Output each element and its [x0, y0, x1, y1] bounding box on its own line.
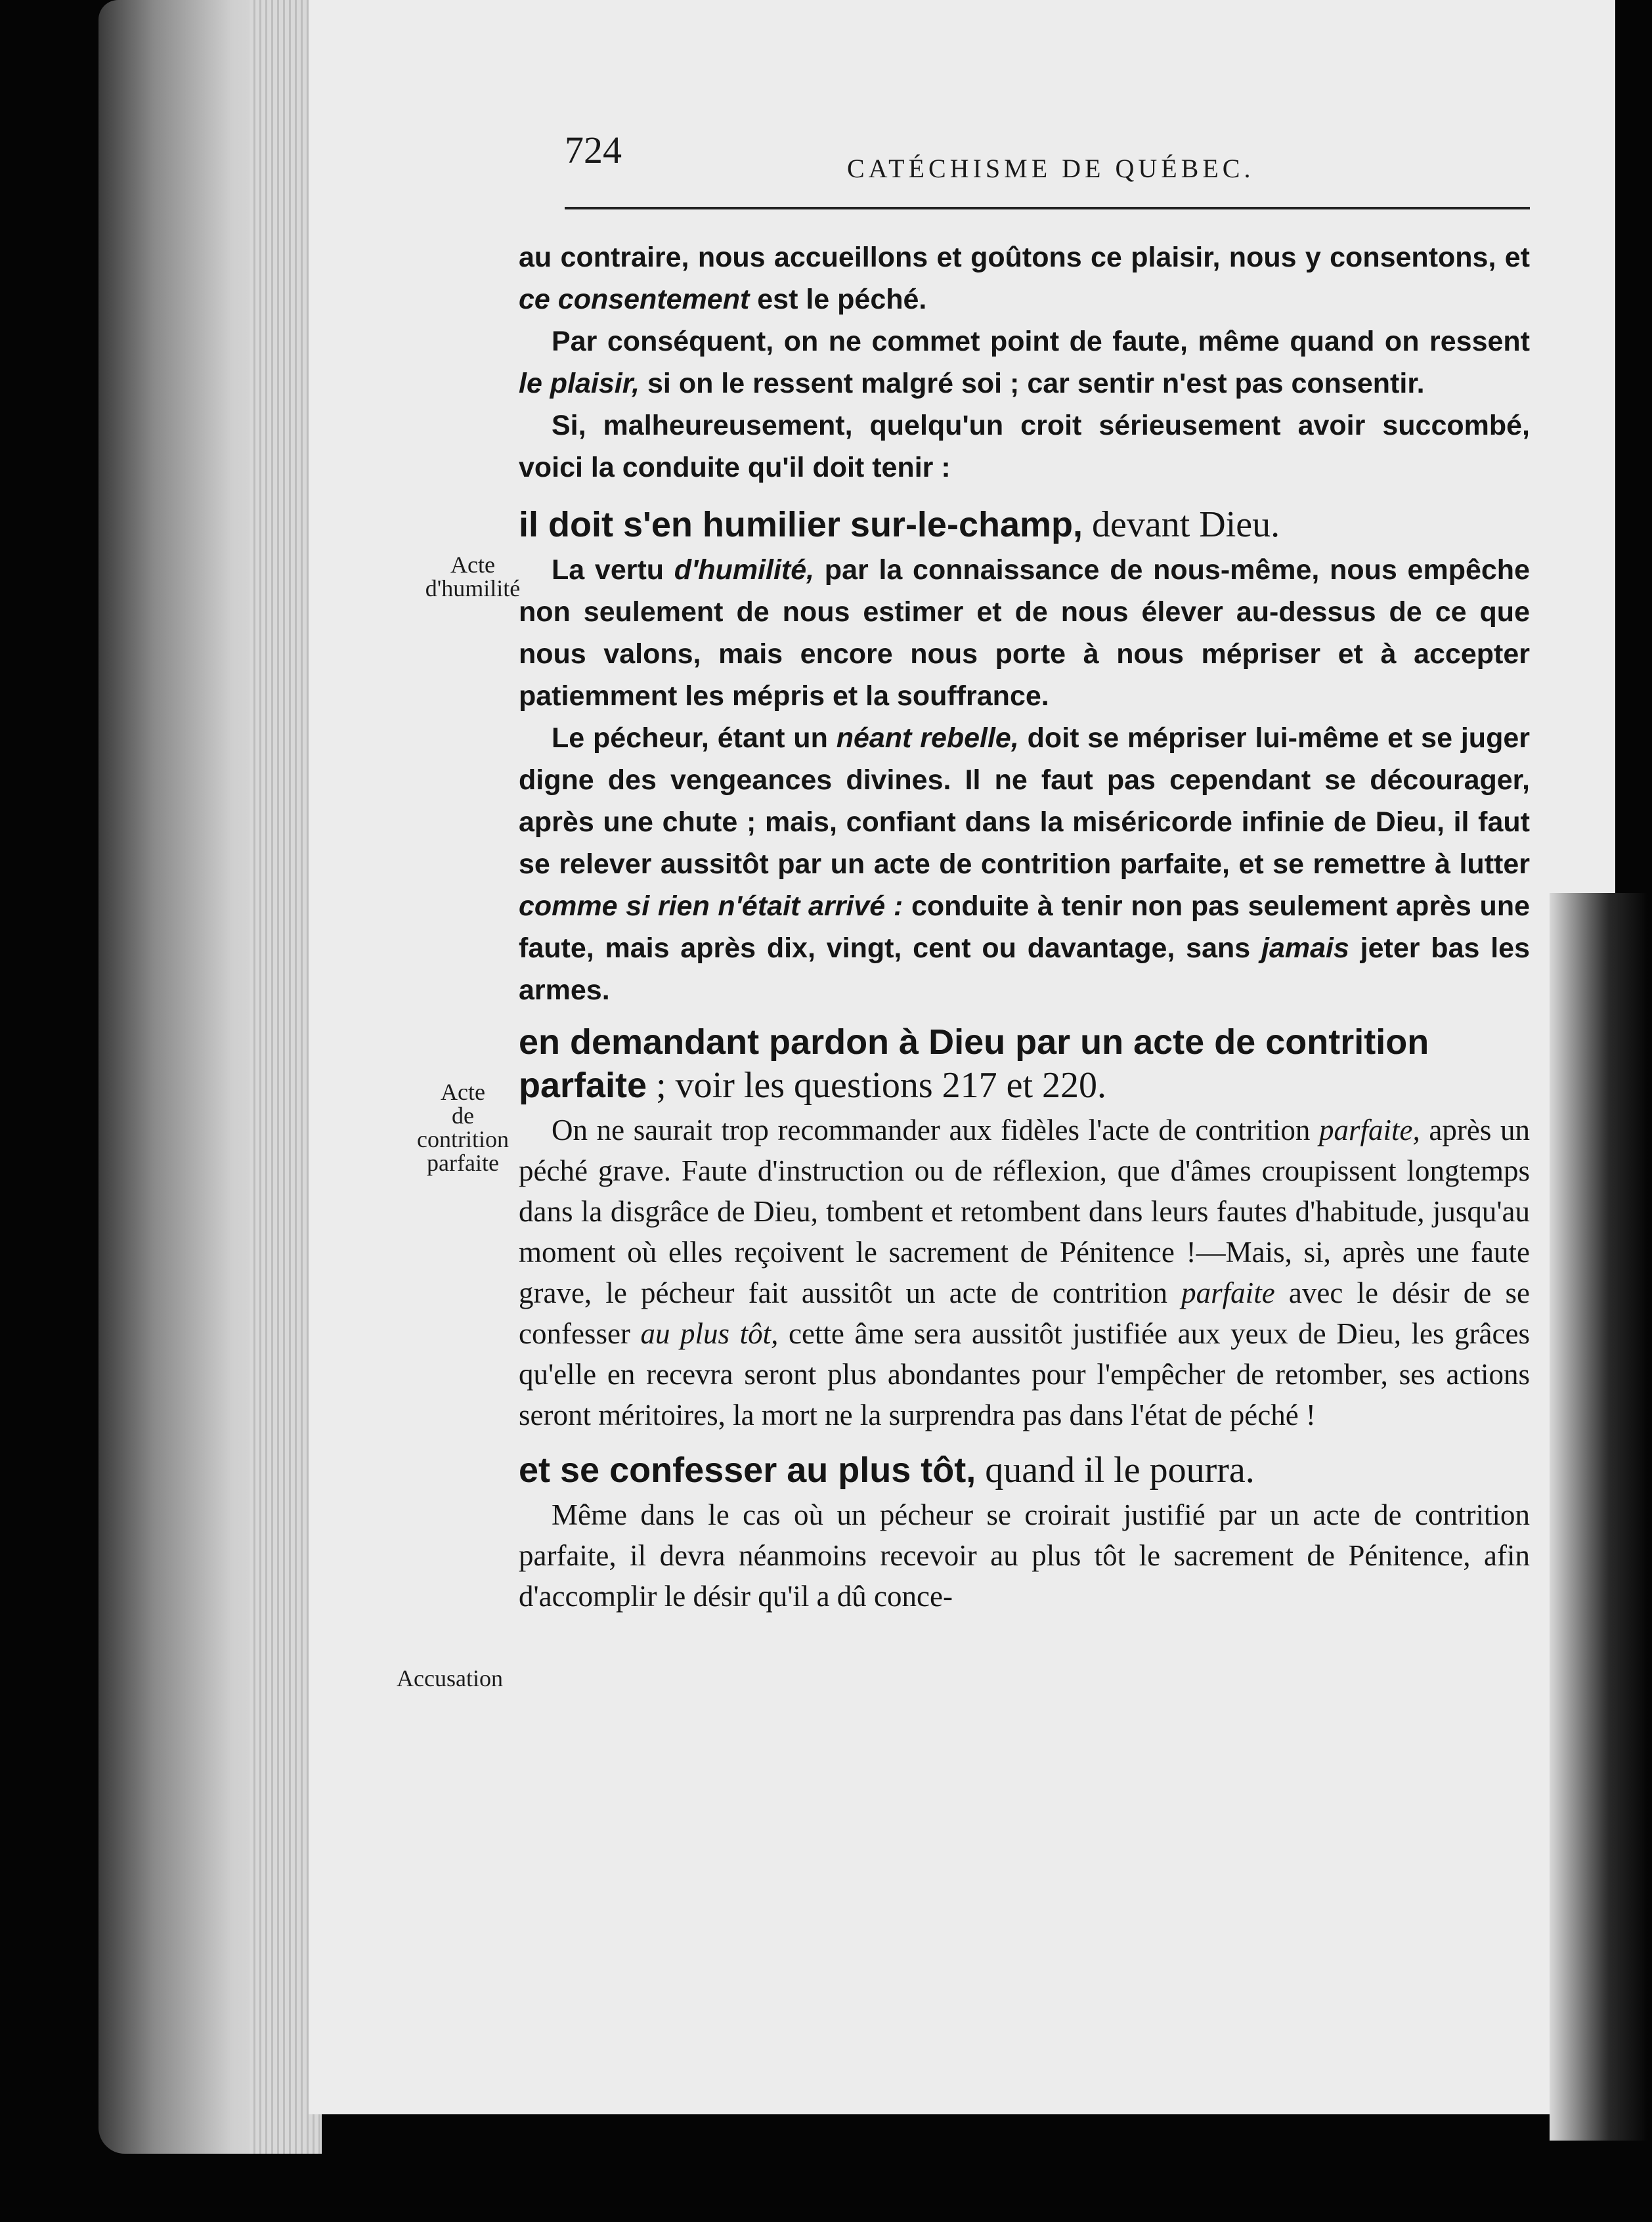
paragraph	[519, 717, 1530, 1011]
italic-run: au plus tôt,	[640, 1317, 779, 1350]
text-run: cette âme sera aussitôt justifiée aux yeux de Dieu, les grâces qu'elle en recevra seront plus abondantes pour l'empêcher de retomber, ses actions seront méritoires, la mort ne la surprendra pas dans l'état de péché !	[519, 1317, 1530, 1431]
text-run: La vertu	[552, 554, 674, 586]
text-run: est le péché.	[749, 284, 927, 315]
running-title: CATÉCHISME DE QUÉBEC.	[847, 154, 1255, 183]
heading-bold: et se confesser au plus tôt,	[519, 1450, 976, 1490]
text-run: jeter bas les armes.	[519, 932, 1530, 1006]
running-head	[565, 128, 1530, 220]
section-heading-contrition	[519, 1020, 1530, 1107]
text-run: si on le ressent malgré soi ; car sentir n'est pas consentir.	[640, 368, 1425, 399]
text-run: Par conséquent, on ne commet point de faute, même quand on ressent	[552, 326, 1530, 357]
margin-note-line: Acte	[450, 552, 495, 578]
margin-note-accusation	[374, 1666, 525, 1690]
paragraph	[519, 549, 1530, 717]
italic-run: d'humilité,	[674, 554, 815, 586]
paragraph	[519, 320, 1530, 404]
margin-note-line: de	[452, 1102, 474, 1129]
margin-note-line: Acte	[441, 1079, 485, 1105]
italic-run: jamais	[1261, 932, 1349, 964]
margin-note-contrition	[397, 1080, 529, 1175]
text-run: avec le désir de se confesser	[519, 1276, 1530, 1350]
text-run: par la connaissance de nous-même, nous empêche non seulement de nous estimer et de nous élever au-dessus de ce que nous valons, mais encore nous porte à nous mépriser et à accepter patiemment les mépris et la souffrance.	[519, 554, 1530, 712]
margin-note-line: d'humilité	[425, 575, 521, 601]
page-body	[519, 236, 1530, 1617]
text-run: au contraire, nous accueillons et goûtons ce plaisir, nous y consentons, et	[519, 242, 1530, 273]
heading-rest: quand il le pourra.	[976, 1450, 1255, 1491]
text-run: Le pécheur, étant un	[552, 722, 837, 754]
margin-note-line: contrition	[417, 1126, 509, 1152]
margin-note-line: parfaite	[427, 1150, 499, 1176]
heading-rest: ; voir les questions 217 et 220.	[647, 1065, 1107, 1106]
italic-run: comme si rien n'était arrivé :	[519, 890, 903, 922]
text-run: On ne saurait trop recommander aux fidèles l'acte de contrition	[552, 1114, 1320, 1146]
section-heading-humilite	[519, 503, 1530, 546]
paragraph	[519, 1110, 1530, 1435]
italic-run: ce consentement	[519, 284, 750, 315]
text-run: conduite à tenir non pas seulement après une faute, mais après dix, vingt, cent ou davantage, sans	[519, 890, 1530, 964]
heading-bold: en demandant pardon à Dieu par un acte de contrition parfaite	[519, 1022, 1429, 1105]
paragraph	[519, 236, 1530, 320]
paragraph: Si, malheureusement, quelqu'un croit sérieusement avoir succombé, voici la conduite qu'il doit tenir :	[519, 410, 1530, 483]
text-run: doit se mépriser lui-même et se juger digne des vengeances divines. Il ne faut pas cependant se décourager, après une chute ; mais, confiant dans la miséricorde infinie de Dieu, il faut se relever aussitôt par un acte de contrition parfaite, et se remettre à lutter	[519, 722, 1530, 880]
header-rule	[565, 207, 1530, 209]
heading-bold: il doit s'en humilier sur-le-champ,	[519, 505, 1083, 544]
heading-rest: devant Dieu.	[1083, 504, 1280, 545]
paragraph: Même dans le cas où un pécheur se croirait justifié par un acte de contrition parfaite, il devra néanmoins recevoir au plus tôt le sacrement de Pénitence, afin d'accomplir le désir qu'il a dû conce-	[519, 1498, 1530, 1613]
text-run: après un péché grave. Faute d'instruction ou de réflexion, que d'âmes croupissent longtemps dans la disgrâce de Dieu, tombent et retombent dans leurs fautes d'habitude, jusqu'au moment où elles reçoivent le sacrement de Pénitence !—Mais, si, après une faute grave, le pécheur fait aussitôt un acte de contrition	[519, 1114, 1530, 1309]
italic-run: néant rebelle,	[836, 722, 1019, 754]
italic-run: parfaite	[1181, 1276, 1275, 1309]
page-gutter-shadow	[1550, 893, 1648, 2141]
italic-run: parfaite,	[1319, 1114, 1420, 1146]
margin-note-line: Accusation	[397, 1665, 503, 1691]
italic-run: le plaisir,	[519, 368, 640, 399]
section-heading-accusation	[519, 1449, 1530, 1492]
book-fore-edge	[98, 0, 322, 2154]
page-number: 724	[565, 129, 622, 171]
